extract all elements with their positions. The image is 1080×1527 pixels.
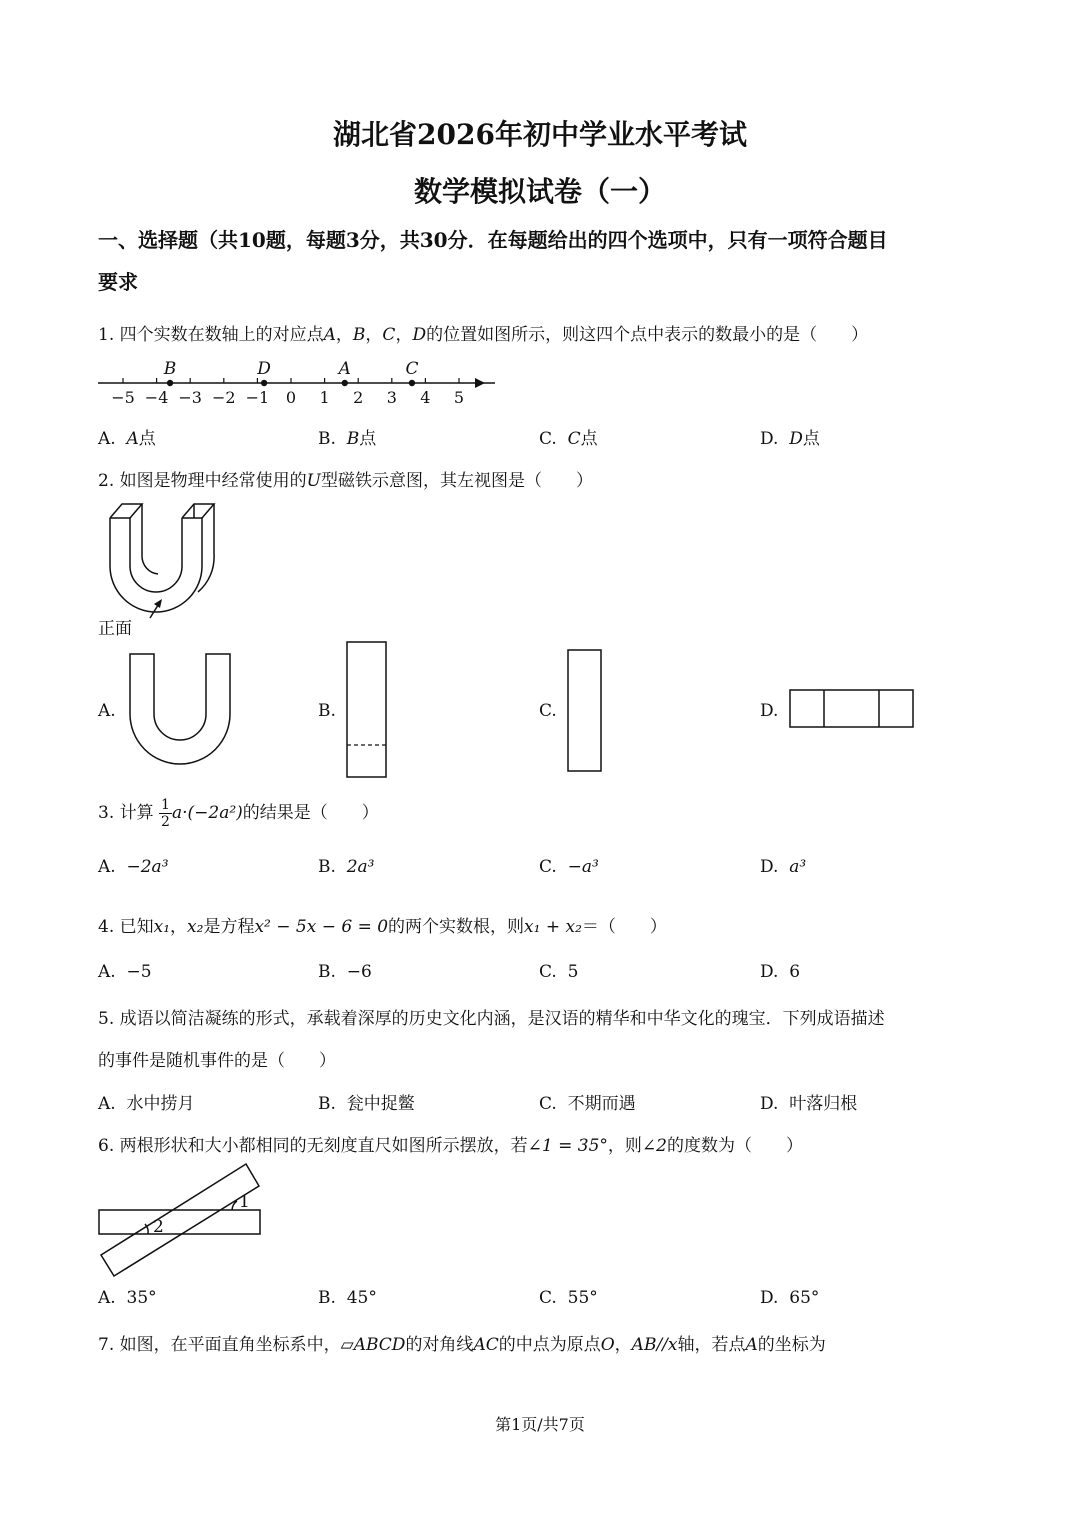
q6-post: 的度数为（ ） (666, 1136, 803, 1156)
option-letter: A. (98, 962, 116, 982)
option-text: −a³ (567, 857, 599, 877)
q5-option-a[interactable] (98, 1089, 195, 1114)
q1-number: 1. (98, 325, 115, 345)
q4-number: 4. (98, 917, 115, 937)
option-text: 5 (567, 962, 579, 982)
number-line-tick-label: 1 (319, 388, 330, 407)
q7-diagonal: AC (473, 1335, 499, 1355)
q1-pt-d: D (412, 325, 427, 345)
q1-sep: ， (365, 325, 383, 345)
q6-option-d[interactable] (760, 1288, 819, 1308)
q7-pre: 如图，在平面直角坐标系中， (119, 1335, 341, 1355)
option-text: 点 (359, 429, 377, 449)
q3-option-b[interactable] (318, 857, 375, 877)
q1-sep: ， (395, 325, 413, 345)
q3-fraction (159, 797, 172, 830)
option-text: a³ (789, 857, 807, 877)
front-label: 正面 (98, 619, 132, 639)
option-text: 叶落归根 (789, 1094, 858, 1114)
number-line-tick-label: 3 (386, 388, 397, 407)
option-letter: B. (318, 1094, 336, 1114)
q1-pre: 四个实数在数轴上的对应点 (119, 325, 324, 345)
option-letter: A. (98, 429, 116, 449)
angle-2-label: 2 (153, 1217, 164, 1237)
option-letter: C. (539, 1288, 557, 1308)
option-letter: D. (760, 1094, 779, 1114)
q6-option-c[interactable] (539, 1288, 598, 1308)
q2-pre: 如图是物理中经常使用的 (119, 471, 307, 491)
number-line-tick-label: −4 (144, 388, 169, 407)
q7-mid: 的对角线 (405, 1335, 474, 1355)
q4-option-d[interactable] (760, 962, 800, 982)
q2-option-c-label[interactable]: C. (539, 701, 557, 721)
rulers-figure (96, 1160, 266, 1280)
option-text: 35° (126, 1288, 157, 1308)
number-line-tick-label: 5 (453, 388, 465, 407)
q2-option-a-label[interactable]: A. (98, 701, 116, 721)
q2-stem (98, 466, 593, 491)
q3-stem (98, 797, 379, 830)
option-text: 45° (346, 1288, 377, 1308)
option-text: 点 (580, 429, 598, 449)
q7-stem (98, 1330, 826, 1355)
option-letter: D. (760, 962, 779, 982)
q7-parallelogram: ▱ABCD (340, 1335, 406, 1355)
q7-number: 7. (98, 1335, 115, 1355)
q4-equation: x² − 5x − 6 = 0 (254, 917, 389, 937)
number-line-tick-label: −1 (245, 388, 270, 407)
number-line-figure (95, 355, 495, 410)
option-letter: D. (760, 429, 779, 449)
q3-number: 3. (98, 803, 115, 823)
option-letter: B. (318, 962, 336, 982)
q1-post: 的位置如图所示，则这四个点中表示的数最小的是（ ） (426, 325, 869, 345)
horizontal-ruler (99, 1210, 260, 1234)
option-letter: C. (539, 857, 557, 877)
tall-rect (347, 642, 386, 777)
magnet-inner-front (130, 518, 182, 592)
number-line-point-d (261, 380, 267, 386)
q1-pt-b: B (352, 325, 366, 345)
option-letter: B. (318, 857, 336, 877)
option-text: 65° (789, 1288, 820, 1308)
fraction-denominator: 2 (161, 814, 170, 830)
q5-stem-line1 (98, 1004, 885, 1029)
number-line-point-label: A (338, 359, 351, 379)
q2-option-b-label[interactable]: B. (318, 701, 336, 721)
q4-option-c[interactable] (539, 962, 578, 982)
option-letter: C. (539, 429, 557, 449)
option-var: B (346, 429, 360, 449)
q1-option-b[interactable] (318, 424, 376, 449)
q4-sep: ， (170, 917, 188, 937)
q6-mid: ，则 (607, 1136, 642, 1156)
option-letter: C. (539, 962, 557, 982)
q7-point-a: A (745, 1335, 758, 1355)
option-text: 2a³ (346, 857, 375, 877)
number-line-point-label: C (405, 359, 419, 379)
q1-pt-a: A (323, 325, 336, 345)
option-letter: A. (98, 1288, 116, 1308)
q3-option-d[interactable] (760, 857, 806, 877)
number-line-tick-label: 2 (353, 388, 364, 407)
q4-x2: x₂ (187, 917, 204, 937)
option-letter: A. (98, 1094, 116, 1114)
option-letter: B. (318, 1288, 336, 1308)
q2-var: U (306, 471, 321, 491)
option-var: C (567, 429, 581, 449)
q5-line1: 成语以简洁凝练的形式，承载着深厚的历史文化内涵，是汉语的精华和中华文化的瑰宝．下列成语描述 (119, 1009, 885, 1029)
option-text: 6 (789, 962, 801, 982)
q2-option-d-label[interactable]: D. (760, 701, 779, 721)
q4-stem (98, 912, 667, 937)
q7-post: 轴，若点 (677, 1335, 746, 1355)
q7-mid2: 的中点为原点 (498, 1335, 601, 1355)
q2-number: 2. (98, 471, 115, 491)
q6-stem (98, 1131, 803, 1156)
q7-post2: 的坐标为 (757, 1335, 826, 1355)
q5-option-d[interactable] (760, 1089, 857, 1114)
q6-condition: ∠1 = 35° (527, 1136, 608, 1156)
q1-option-a[interactable] (98, 424, 156, 449)
option-letter: D. (760, 1288, 779, 1308)
q4-mid2: 的两个实数根，则 (388, 917, 525, 937)
q6-angle: ∠2 (641, 1136, 667, 1156)
number-line-point-label: B (163, 359, 177, 379)
q4-option-b[interactable] (318, 962, 372, 982)
q4-option-a[interactable] (98, 962, 152, 982)
q3-expression: a·(−2a²) (171, 803, 243, 823)
page-footer: 第1页/共7页 (495, 1415, 585, 1434)
option-text: 点 (802, 429, 820, 449)
exam-title: 湖北省2026年初中学业水平考试 (333, 118, 747, 151)
q1-option-d[interactable] (760, 424, 820, 449)
q2-option-d-figure[interactable] (788, 688, 916, 730)
option-var: A (126, 429, 139, 449)
tall-rect (568, 650, 601, 771)
q5-option-c[interactable] (539, 1089, 636, 1114)
q3-post: 的结果是（ ） (242, 803, 379, 823)
option-var: D (789, 429, 803, 449)
q1-option-c[interactable] (539, 424, 598, 449)
q5-stem-line2: 的事件是随机事件的是（ ） (98, 1051, 336, 1071)
q2-option-a-figure[interactable] (128, 652, 232, 768)
angle-1-label: 1 (239, 1192, 250, 1212)
q4-sum: x₁ + x₂ (524, 917, 582, 937)
option-text: 55° (567, 1288, 598, 1308)
q6-number: 6. (98, 1136, 115, 1156)
u-magnet-3d-figure (98, 496, 218, 621)
q4-mid: 是方程 (203, 917, 255, 937)
number-line-point-a (342, 380, 348, 386)
option-text: 不期而遇 (567, 1094, 636, 1114)
q4-pre: 已知 (119, 917, 154, 937)
magnet-outer-front (110, 518, 202, 612)
front-arrow-head (154, 599, 162, 608)
q3-pre: 计算 (119, 803, 154, 823)
q7-origin: O (600, 1335, 615, 1355)
u-shape (130, 654, 230, 764)
number-line-tick-label: −3 (178, 388, 202, 407)
option-text: 水中捞月 (126, 1094, 195, 1114)
option-text: 点 (138, 429, 156, 449)
number-line-point-b (167, 380, 173, 386)
exam-subtitle: 数学模拟试卷（一） (413, 175, 666, 208)
option-letter: D. (760, 857, 779, 877)
q2-option-c-figure[interactable] (566, 648, 604, 774)
option-text: −2a³ (126, 857, 169, 877)
number-line-point-c (409, 380, 415, 386)
option-text: −6 (346, 962, 372, 982)
q4-x1: x₁ (153, 917, 171, 937)
option-letter: C. (539, 1094, 557, 1114)
q1-pt-c: C (382, 325, 396, 345)
q6-pre: 两根形状和大小都相同的无刻度直尺如图所示摆放，若 (119, 1136, 528, 1156)
option-text: 瓮中捉鳖 (346, 1094, 415, 1114)
number-line-tick-label: 4 (420, 388, 431, 407)
number-line-tick-label: −5 (111, 388, 135, 407)
q6-option-b[interactable] (318, 1288, 377, 1308)
q7-parallel: AB//x (631, 1335, 678, 1355)
q3-option-a[interactable] (98, 857, 169, 877)
number-line-arrow (475, 378, 485, 388)
q2-post: 型磁铁示意图，其左视图是（ ） (320, 471, 593, 491)
q1-stem (98, 320, 868, 345)
q4-post: ＝（ ） (581, 917, 667, 937)
fraction-numerator: 1 (161, 797, 170, 813)
option-letter: B. (318, 429, 336, 449)
q5-option-b[interactable] (318, 1089, 415, 1114)
q5-number: 5. (98, 1009, 115, 1029)
number-line-point-label: D (257, 359, 271, 379)
q6-option-a[interactable] (98, 1288, 157, 1308)
section-heading-line1: 一、选择题（共10题，每题3分，共30分．在每题给出的四个选项中，只有一项符合题目 (98, 228, 888, 252)
q2-option-b-figure[interactable] (345, 640, 389, 780)
number-line-tick-label: 0 (285, 388, 297, 407)
slanted-ruler (101, 1164, 259, 1276)
wide-rect (790, 690, 913, 727)
q7-mid3: ， (614, 1335, 632, 1355)
q3-option-c[interactable] (539, 857, 599, 877)
option-letter: A. (98, 857, 116, 877)
number-line-tick-label: −2 (212, 388, 236, 407)
section-heading-line2: 要求 (98, 270, 138, 294)
option-text: −5 (126, 962, 152, 982)
q1-sep: ， (335, 325, 353, 345)
